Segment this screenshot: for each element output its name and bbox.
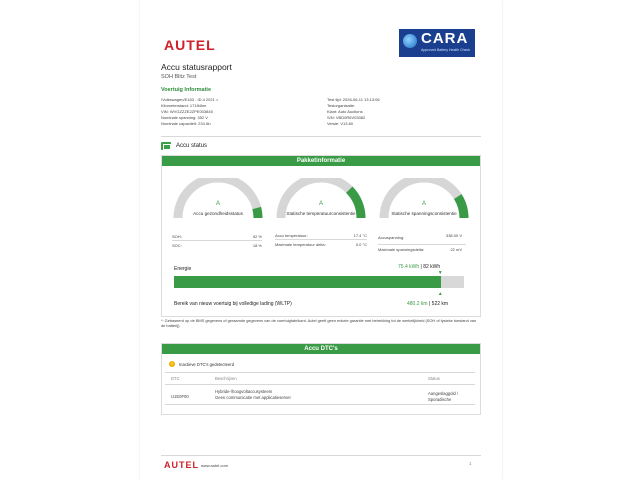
- dtc-description-line2: Geen communicatie met applicatieserver: [215, 395, 291, 400]
- soc-value: 18 %: [252, 243, 262, 248]
- battery-temp-label: Accu temperatuur:: [275, 233, 308, 238]
- divider: [172, 240, 262, 241]
- footer-autel-logo: AUTEL: [164, 460, 199, 470]
- divider: [378, 244, 466, 245]
- range-value: 480.2 km | 522 km: [407, 301, 449, 307]
- page-number: 1: [469, 461, 472, 466]
- energy-value: 75.4 kWh | 82 kWh: [398, 264, 441, 270]
- disclaimer-note: *: Gebaseerd op de BMS gegevens of geraamde gegevens van de voertuigfabrikant. Autel geeft geen enkele garantie met betrekking tot de werkelijkheid (SOH of fysieke toestand van de batterij).: [161, 318, 477, 328]
- serial-number: S/N: VBD0R6V03082: [327, 115, 366, 120]
- report-subtitle: SOH Blitz Test: [161, 74, 197, 80]
- temperature-label: Statische temperatuurconsistentie: [286, 211, 356, 216]
- soc-label: SOC:: [172, 243, 182, 248]
- globe-icon: [403, 34, 417, 48]
- package-info-panel: [161, 155, 481, 317]
- software-version: Versie: V13.60: [327, 121, 354, 126]
- energy-bar-fill: [174, 276, 441, 288]
- battery-voltage-value: 338.00 V: [445, 233, 462, 238]
- battery-voltage-label: Accuspanning:: [378, 235, 405, 240]
- soh-value: 92 %: [252, 234, 262, 239]
- vehicle-nominal-capacity: Nominale capaciteit: 234 Ah: [161, 121, 211, 126]
- max-temp-delta-label: Maximale temperatuur delta:: [275, 242, 326, 247]
- report-title: Accu statusrapport: [161, 62, 232, 72]
- divider: [165, 372, 475, 373]
- battery-status-title: Accu status: [176, 143, 208, 149]
- cara-tagline: Approved Battery Health Check: [421, 48, 471, 52]
- battery-temp-value: 17.4 °C: [353, 233, 367, 238]
- warning-icon: !: [169, 361, 175, 367]
- dtc-header: Accu DTC's: [162, 344, 480, 354]
- customer: Klant: Auto Auctions: [327, 109, 363, 114]
- health-grade: A: [215, 201, 220, 207]
- dtc-status-line1: Aangeslaggold /: [428, 391, 459, 396]
- divider: [161, 136, 481, 137]
- package-info-header: Pakketinformatie: [162, 156, 480, 166]
- soh-label: SOH:: [172, 234, 182, 239]
- cara-logo: [399, 29, 475, 57]
- energy-label: Energie: [174, 266, 192, 272]
- divider: [275, 239, 367, 240]
- range-marker-icon: ▲: [437, 291, 443, 297]
- health-label: Accu gezondheidsstatus: [193, 211, 243, 216]
- inactive-dtc-label: Inactieve DTC's gedetecteerd: [179, 362, 235, 367]
- energy-bar: [174, 276, 464, 288]
- max-temp-delta-value: 0.0 °C: [355, 242, 367, 247]
- voltage-grade: A: [421, 201, 426, 207]
- vehicle-nominal-voltage: Nominale spanning: 352 V: [161, 115, 208, 120]
- dtc-code: U1E0F00: [171, 394, 189, 399]
- dtc-column-code: DTC: [171, 376, 180, 381]
- range-total: 522 km: [431, 301, 449, 307]
- energy-total: 82 kWh: [423, 264, 441, 270]
- range-label: Bereik van nieuw voertuig bij volledige lading (WLTP): [174, 301, 292, 307]
- vehicle-mileage: Kilometerstand: 17184km: [161, 103, 207, 108]
- report-page: [140, 0, 502, 480]
- dtc-column-description: Beschrijven: [215, 376, 237, 381]
- autel-logo: AUTEL: [164, 37, 216, 53]
- battery-icon: [161, 142, 171, 150]
- divider: [165, 384, 475, 385]
- test-time: Test tijd: 2026-06-11 13:13:06: [327, 97, 380, 102]
- energy-marker-icon: ▼: [437, 270, 443, 276]
- divider: [161, 455, 481, 456]
- vehicle-info-heading: Voertuig Informatie: [161, 87, 212, 93]
- dtc-status-line2: Sporadische: [428, 397, 452, 402]
- vehicle-vin: VIN: WVGZZZE2ZPE003845: [161, 109, 213, 114]
- test-organisation: Testorganisatie:: [327, 103, 356, 108]
- energy-current: 75.4 kWh: [398, 264, 420, 270]
- temperature-grade: A: [318, 201, 323, 207]
- voltage-label: Statische spanningsconsistentie: [391, 211, 457, 216]
- dtc-description-line1: Hybride-/hoogvoltaccusysteem: [215, 389, 273, 394]
- max-voltage-delta-label: Maximale spanningsdelta:: [378, 247, 425, 252]
- divider: [165, 404, 475, 405]
- footer-url[interactable]: www.autel.com: [201, 463, 228, 468]
- max-voltage-delta-value: 22 mV: [450, 247, 462, 252]
- dtc-column-status: Status: [428, 376, 440, 381]
- vehicle-model: /Volkswagen/E183 - ID.4 2021 >: [161, 97, 219, 102]
- range-current: 480.2 km: [407, 301, 428, 307]
- cara-logo-text: CARA: [421, 30, 469, 47]
